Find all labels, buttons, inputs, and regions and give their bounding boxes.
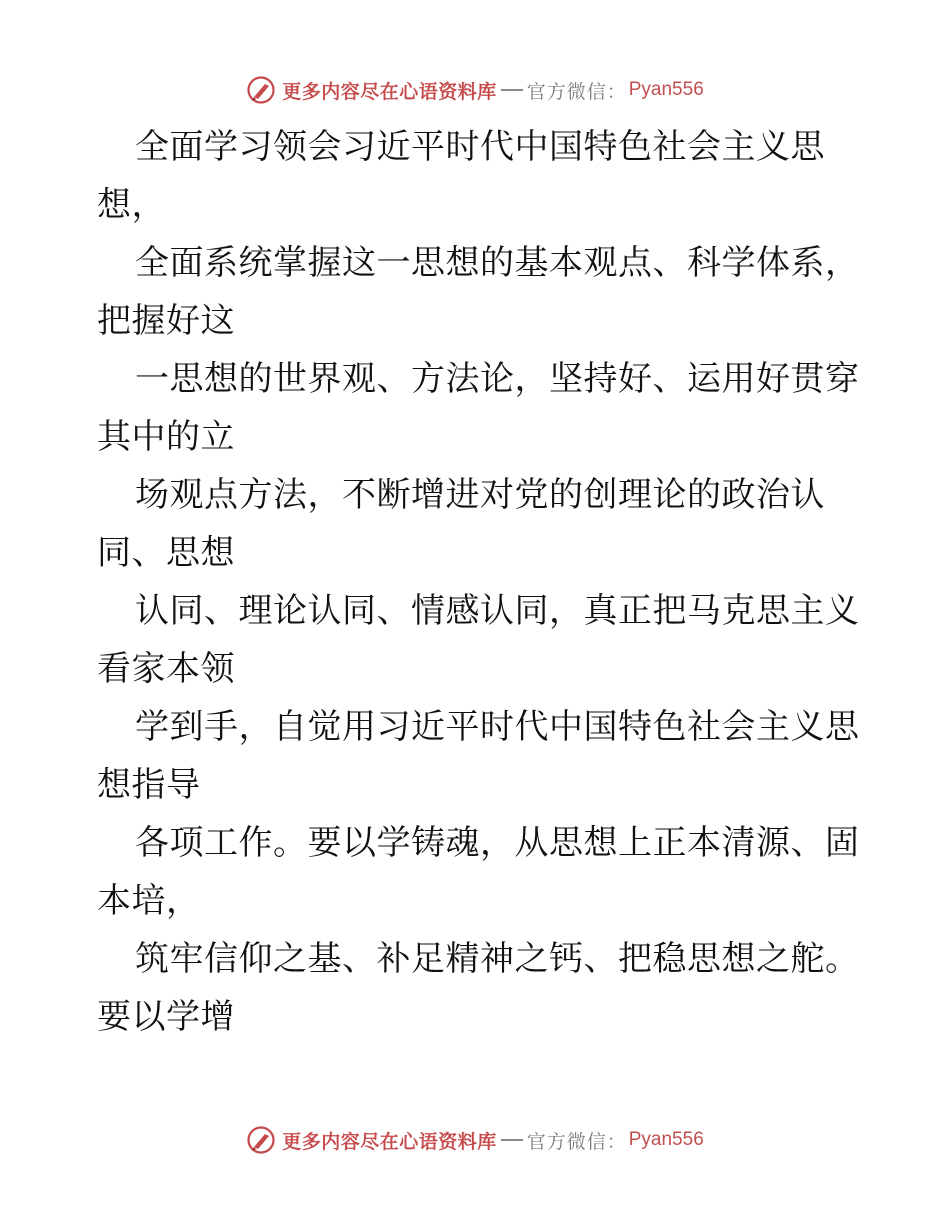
header-dash xyxy=(501,89,523,91)
text-line: 各项工作。要以学铸魂，从思想上正本清源、固 xyxy=(135,823,860,863)
text-line: 其中的立 xyxy=(97,417,235,457)
text-line: 看家本领 xyxy=(97,649,235,689)
text-line: 全面系统掌握这一思想的基本观点、科学体系， xyxy=(135,243,860,283)
text-line: 筑牢信仰之基、补足精神之钙、把稳思想之舵。 xyxy=(135,939,860,979)
document-body xyxy=(97,118,860,1046)
text-line: 把握好这 xyxy=(97,301,235,341)
text-line: 想， xyxy=(97,185,166,225)
footer-wechat-id: Pyan556 xyxy=(628,1129,704,1150)
header-banner xyxy=(0,70,950,110)
header-wechat-id: Pyan556 xyxy=(628,79,704,100)
pen-logo-icon xyxy=(246,75,276,105)
header-wechat-label: 官方微信： xyxy=(526,80,627,103)
header-site-name: 更多内容尽在心语资料库 xyxy=(282,80,497,103)
text-line: 一思想的世界观、方法论，坚持好、运用好贯穿 xyxy=(135,359,860,399)
text-line: 要以学增 xyxy=(97,997,235,1037)
footer-wechat-label: 官方微信： xyxy=(526,1130,627,1153)
text-line: 认同、理论认同、情感认同，真正把马克思主义 xyxy=(135,591,860,631)
text-line: 本培， xyxy=(97,881,201,921)
header-text xyxy=(282,77,704,104)
text-line: 全面学习领会习近平时代中国特色社会主义思 xyxy=(135,127,825,167)
footer-site-name: 更多内容尽在心语资料库 xyxy=(282,1130,497,1153)
text-line: 想指导 xyxy=(97,765,201,805)
footer-dash xyxy=(501,1139,523,1141)
text-line: 学到手，自觉用习近平时代中国特色社会主义思 xyxy=(135,707,860,747)
footer-banner xyxy=(0,1120,950,1160)
text-line: 场观点方法，不断增进对党的创理论的政治认 xyxy=(135,475,825,515)
text-line: 同、思想 xyxy=(97,533,235,573)
footer-text xyxy=(282,1127,704,1154)
pen-logo-icon xyxy=(246,1125,276,1155)
